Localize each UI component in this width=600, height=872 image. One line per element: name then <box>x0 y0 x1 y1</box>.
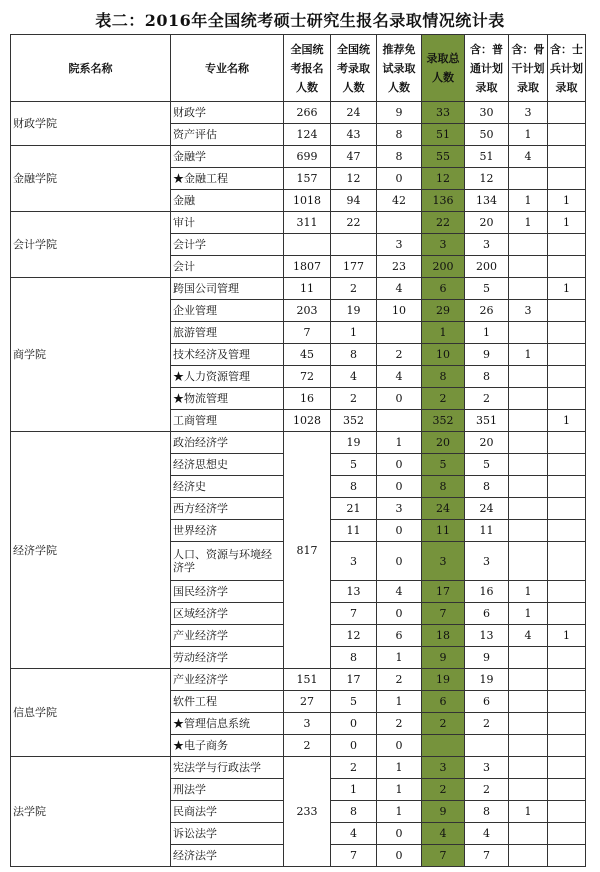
soldier-cell <box>548 757 586 779</box>
soldier-cell <box>548 845 586 867</box>
applied-cell: 311 <box>284 212 331 234</box>
major-cell: 技术经济及管理 <box>171 344 284 366</box>
major-cell: 财政学 <box>171 102 284 124</box>
recommended-cell: 4 <box>377 278 422 300</box>
soldier-cell <box>548 647 586 669</box>
recommended-cell: 3 <box>377 498 422 520</box>
soldier-cell <box>548 498 586 520</box>
major-cell: 诉讼法学 <box>171 823 284 845</box>
soldier-cell <box>548 779 586 801</box>
soldier-cell <box>548 520 586 542</box>
recommended-cell: 1 <box>377 432 422 454</box>
major-cell: 会计学 <box>171 234 284 256</box>
backbone-cell <box>509 278 548 300</box>
dept-cell: 信息学院 <box>11 669 171 757</box>
major-cell: 产业经济学 <box>171 625 284 647</box>
total-cell: 200 <box>422 256 465 278</box>
backbone-cell: 4 <box>509 625 548 647</box>
major-cell: ★金融工程 <box>171 168 284 190</box>
soldier-cell <box>548 603 586 625</box>
regular-cell: 51 <box>465 146 509 168</box>
total-cell: 8 <box>422 366 465 388</box>
total-cell: 136 <box>422 190 465 212</box>
regular-cell: 26 <box>465 300 509 322</box>
total-cell: 6 <box>422 691 465 713</box>
major-cell: 金融 <box>171 190 284 212</box>
total-cell: 10 <box>422 344 465 366</box>
backbone-cell: 1 <box>509 801 548 823</box>
backbone-cell: 4 <box>509 146 548 168</box>
recommended-cell: 0 <box>377 454 422 476</box>
header-total: 录取总人数 <box>422 35 465 102</box>
exam-admitted-cell: 5 <box>331 454 377 476</box>
soldier-cell <box>548 300 586 322</box>
total-cell: 5 <box>422 454 465 476</box>
total-cell: 7 <box>422 603 465 625</box>
exam-admitted-cell: 177 <box>331 256 377 278</box>
applied-cell: 16 <box>284 388 331 410</box>
soldier-cell: 1 <box>548 625 586 647</box>
applied-cell: 45 <box>284 344 331 366</box>
recommended-cell <box>377 322 422 344</box>
applied-cell: 203 <box>284 300 331 322</box>
recommended-cell: 1 <box>377 691 422 713</box>
regular-cell: 20 <box>465 432 509 454</box>
soldier-cell: 1 <box>548 410 586 432</box>
soldier-cell <box>548 432 586 454</box>
soldier-cell <box>548 823 586 845</box>
exam-admitted-cell: 0 <box>331 735 377 757</box>
soldier-cell <box>548 388 586 410</box>
applied-cell: 27 <box>284 691 331 713</box>
major-cell: 会计 <box>171 256 284 278</box>
exam-admitted-cell: 0 <box>331 713 377 735</box>
exam-admitted-cell: 8 <box>331 801 377 823</box>
applied-cell: 2 <box>284 735 331 757</box>
exam-admitted-cell: 94 <box>331 190 377 212</box>
total-cell: 11 <box>422 520 465 542</box>
soldier-cell <box>548 713 586 735</box>
header-backbone: 含：骨干计划录取 <box>509 35 548 102</box>
backbone-cell <box>509 520 548 542</box>
soldier-cell <box>548 691 586 713</box>
backbone-cell <box>509 823 548 845</box>
exam-admitted-cell: 12 <box>331 168 377 190</box>
exam-admitted-cell: 352 <box>331 410 377 432</box>
total-cell: 2 <box>422 713 465 735</box>
regular-cell: 19 <box>465 669 509 691</box>
total-cell: 352 <box>422 410 465 432</box>
recommended-cell: 0 <box>377 476 422 498</box>
regular-cell: 5 <box>465 278 509 300</box>
major-cell: 软件工程 <box>171 691 284 713</box>
total-cell: 1 <box>422 322 465 344</box>
backbone-cell: 1 <box>509 124 548 146</box>
backbone-cell <box>509 410 548 432</box>
exam-admitted-cell: 13 <box>331 581 377 603</box>
exam-admitted-cell: 12 <box>331 625 377 647</box>
soldier-cell <box>548 146 586 168</box>
backbone-cell: 3 <box>509 102 548 124</box>
total-cell <box>422 735 465 757</box>
recommended-cell: 10 <box>377 300 422 322</box>
soldier-cell <box>548 801 586 823</box>
total-cell: 24 <box>422 498 465 520</box>
regular-cell: 351 <box>465 410 509 432</box>
soldier-cell: 1 <box>548 212 586 234</box>
recommended-cell: 6 <box>377 625 422 647</box>
major-cell: 审计 <box>171 212 284 234</box>
applied-cell: 72 <box>284 366 331 388</box>
regular-cell: 4 <box>465 823 509 845</box>
backbone-cell <box>509 388 548 410</box>
soldier-cell <box>548 124 586 146</box>
backbone-cell <box>509 845 548 867</box>
major-cell: 旅游管理 <box>171 322 284 344</box>
total-cell: 9 <box>422 647 465 669</box>
soldier-cell <box>548 454 586 476</box>
backbone-cell: 1 <box>509 603 548 625</box>
total-cell: 17 <box>422 581 465 603</box>
recommended-cell: 3 <box>377 234 422 256</box>
table-row <box>11 669 586 691</box>
backbone-cell <box>509 735 548 757</box>
total-cell: 51 <box>422 124 465 146</box>
header-dept: 院系名称 <box>11 35 171 102</box>
applied-cell: 1807 <box>284 256 331 278</box>
exam-admitted-cell: 19 <box>331 432 377 454</box>
header-regular: 含：普通计划录取 <box>465 35 509 102</box>
regular-cell: 13 <box>465 625 509 647</box>
applied-cell: 157 <box>284 168 331 190</box>
regular-cell: 16 <box>465 581 509 603</box>
recommended-cell: 9 <box>377 102 422 124</box>
exam-admitted-cell: 4 <box>331 823 377 845</box>
major-cell: 民商法学 <box>171 801 284 823</box>
regular-cell: 2 <box>465 779 509 801</box>
major-cell: 人口、资源与环境经济学 <box>171 542 284 581</box>
major-cell: 企业管理 <box>171 300 284 322</box>
applied-cell: 7 <box>284 322 331 344</box>
regular-cell: 8 <box>465 476 509 498</box>
regular-cell: 134 <box>465 190 509 212</box>
recommended-cell: 4 <box>377 366 422 388</box>
recommended-cell <box>377 212 422 234</box>
recommended-cell: 23 <box>377 256 422 278</box>
recommended-cell: 8 <box>377 124 422 146</box>
dept-cell: 商学院 <box>11 278 171 432</box>
soldier-cell <box>548 542 586 581</box>
header-recommended: 推荐免试录取人数 <box>377 35 422 102</box>
major-cell: ★管理信息系统 <box>171 713 284 735</box>
backbone-cell <box>509 366 548 388</box>
soldier-cell <box>548 366 586 388</box>
recommended-cell: 0 <box>377 845 422 867</box>
table-row <box>11 146 586 168</box>
exam-admitted-cell: 43 <box>331 124 377 146</box>
major-cell: ★电子商务 <box>171 735 284 757</box>
backbone-cell <box>509 779 548 801</box>
dept-cell: 会计学院 <box>11 212 171 278</box>
total-cell: 7 <box>422 845 465 867</box>
applied-cell: 1028 <box>284 410 331 432</box>
total-cell: 6 <box>422 278 465 300</box>
backbone-cell <box>509 757 548 779</box>
major-cell: 金融学 <box>171 146 284 168</box>
backbone-cell: 3 <box>509 300 548 322</box>
backbone-cell <box>509 168 548 190</box>
regular-cell: 200 <box>465 256 509 278</box>
soldier-cell <box>548 344 586 366</box>
exam-admitted-cell <box>331 234 377 256</box>
regular-cell <box>465 735 509 757</box>
backbone-cell: 1 <box>509 212 548 234</box>
recommended-cell: 42 <box>377 190 422 212</box>
table-row <box>11 757 586 779</box>
applied-cell: 266 <box>284 102 331 124</box>
exam-admitted-cell: 22 <box>331 212 377 234</box>
regular-cell: 9 <box>465 647 509 669</box>
applied-cell: 3 <box>284 713 331 735</box>
header-admitted-exam: 全国统考录取人数 <box>331 35 377 102</box>
soldier-cell <box>548 102 586 124</box>
dept-cell: 法学院 <box>11 757 171 867</box>
backbone-cell <box>509 542 548 581</box>
recommended-cell: 1 <box>377 647 422 669</box>
total-cell: 3 <box>422 542 465 581</box>
regular-cell: 2 <box>465 388 509 410</box>
soldier-cell <box>548 735 586 757</box>
backbone-cell <box>509 669 548 691</box>
regular-cell: 20 <box>465 212 509 234</box>
total-cell: 3 <box>422 757 465 779</box>
recommended-cell: 1 <box>377 779 422 801</box>
exam-admitted-cell: 24 <box>331 102 377 124</box>
backbone-cell <box>509 432 548 454</box>
backbone-cell <box>509 498 548 520</box>
table-body <box>11 102 586 867</box>
recommended-cell: 1 <box>377 801 422 823</box>
regular-cell: 12 <box>465 168 509 190</box>
regular-cell: 3 <box>465 234 509 256</box>
backbone-cell <box>509 322 548 344</box>
exam-admitted-cell: 11 <box>331 520 377 542</box>
applied-cell <box>284 234 331 256</box>
major-cell: 产业经济学 <box>171 669 284 691</box>
applied-cell: 151 <box>284 669 331 691</box>
soldier-cell <box>548 234 586 256</box>
recommended-cell: 8 <box>377 146 422 168</box>
regular-cell: 50 <box>465 124 509 146</box>
recommended-cell: 0 <box>377 542 422 581</box>
major-cell: 工商管理 <box>171 410 284 432</box>
recommended-cell: 0 <box>377 603 422 625</box>
exam-admitted-cell: 7 <box>331 845 377 867</box>
exam-admitted-cell: 1 <box>331 322 377 344</box>
stats-table <box>10 34 586 867</box>
regular-cell: 1 <box>465 322 509 344</box>
total-cell: 33 <box>422 102 465 124</box>
dept-cell: 财政学院 <box>11 102 171 146</box>
exam-admitted-cell: 4 <box>331 366 377 388</box>
total-cell: 8 <box>422 476 465 498</box>
major-cell: 资产评估 <box>171 124 284 146</box>
recommended-cell: 2 <box>377 669 422 691</box>
dept-cell: 金融学院 <box>11 146 171 212</box>
regular-cell: 7 <box>465 845 509 867</box>
backbone-cell <box>509 454 548 476</box>
major-cell: 劳动经济学 <box>171 647 284 669</box>
exam-admitted-cell: 5 <box>331 691 377 713</box>
soldier-cell: 1 <box>548 190 586 212</box>
major-cell: 政治经济学 <box>171 432 284 454</box>
applied-cell: 699 <box>284 146 331 168</box>
regular-cell: 24 <box>465 498 509 520</box>
exam-admitted-cell: 8 <box>331 476 377 498</box>
backbone-cell: 1 <box>509 190 548 212</box>
backbone-cell <box>509 256 548 278</box>
page-title: 表二：2016年全国统考硕士研究生报名录取情况统计表 <box>95 11 505 30</box>
regular-cell: 2 <box>465 713 509 735</box>
regular-cell: 6 <box>465 603 509 625</box>
exam-admitted-cell: 2 <box>331 388 377 410</box>
regular-cell: 8 <box>465 366 509 388</box>
exam-admitted-cell: 2 <box>331 278 377 300</box>
header-major: 专业名称 <box>171 35 284 102</box>
backbone-cell <box>509 647 548 669</box>
exam-admitted-cell: 8 <box>331 647 377 669</box>
header-row <box>11 35 586 102</box>
total-cell: 9 <box>422 801 465 823</box>
header-applied: 全国统考报名人数 <box>284 35 331 102</box>
major-cell: 跨国公司管理 <box>171 278 284 300</box>
table-row <box>11 102 586 124</box>
table-row <box>11 432 586 454</box>
backbone-cell <box>509 713 548 735</box>
total-cell: 12 <box>422 168 465 190</box>
backbone-cell: 1 <box>509 344 548 366</box>
regular-cell: 6 <box>465 691 509 713</box>
major-cell: 世界经济 <box>171 520 284 542</box>
total-cell: 19 <box>422 669 465 691</box>
applied-cell: 817 <box>284 432 331 669</box>
total-cell: 22 <box>422 212 465 234</box>
recommended-cell <box>377 410 422 432</box>
soldier-cell: 1 <box>548 278 586 300</box>
soldier-cell <box>548 669 586 691</box>
table-row <box>11 212 586 234</box>
exam-admitted-cell: 47 <box>331 146 377 168</box>
regular-cell: 3 <box>465 757 509 779</box>
major-cell: 区域经济学 <box>171 603 284 625</box>
backbone-cell <box>509 234 548 256</box>
exam-admitted-cell: 8 <box>331 344 377 366</box>
dept-cell: 经济学院 <box>11 432 171 669</box>
recommended-cell: 1 <box>377 757 422 779</box>
exam-admitted-cell: 1 <box>331 779 377 801</box>
total-cell: 18 <box>422 625 465 647</box>
applied-cell: 124 <box>284 124 331 146</box>
soldier-cell <box>548 168 586 190</box>
major-cell: 经济思想史 <box>171 454 284 476</box>
table-row <box>11 278 586 300</box>
applied-cell: 1018 <box>284 190 331 212</box>
header-soldier: 含：士兵计划录取 <box>548 35 586 102</box>
recommended-cell: 0 <box>377 388 422 410</box>
regular-cell: 8 <box>465 801 509 823</box>
total-cell: 20 <box>422 432 465 454</box>
major-cell: 经济史 <box>171 476 284 498</box>
backbone-cell <box>509 691 548 713</box>
soldier-cell <box>548 256 586 278</box>
recommended-cell: 0 <box>377 823 422 845</box>
recommended-cell: 2 <box>377 713 422 735</box>
regular-cell: 3 <box>465 542 509 581</box>
recommended-cell: 0 <box>377 168 422 190</box>
exam-admitted-cell: 19 <box>331 300 377 322</box>
exam-admitted-cell: 2 <box>331 757 377 779</box>
exam-admitted-cell: 17 <box>331 669 377 691</box>
recommended-cell: 0 <box>377 520 422 542</box>
soldier-cell <box>548 581 586 603</box>
major-cell: 国民经济学 <box>171 581 284 603</box>
total-cell: 4 <box>422 823 465 845</box>
major-cell: ★人力资源管理 <box>171 366 284 388</box>
total-cell: 3 <box>422 234 465 256</box>
exam-admitted-cell: 7 <box>331 603 377 625</box>
total-cell: 29 <box>422 300 465 322</box>
regular-cell: 9 <box>465 344 509 366</box>
total-cell: 55 <box>422 146 465 168</box>
applied-cell: 233 <box>284 757 331 867</box>
major-cell: 宪法学与行政法学 <box>171 757 284 779</box>
backbone-cell: 1 <box>509 581 548 603</box>
recommended-cell: 2 <box>377 344 422 366</box>
soldier-cell <box>548 322 586 344</box>
exam-admitted-cell: 3 <box>331 542 377 581</box>
regular-cell: 11 <box>465 520 509 542</box>
regular-cell: 5 <box>465 454 509 476</box>
applied-cell: 11 <box>284 278 331 300</box>
total-cell: 2 <box>422 779 465 801</box>
major-cell: 刑法学 <box>171 779 284 801</box>
backbone-cell <box>509 476 548 498</box>
major-cell: 西方经济学 <box>171 498 284 520</box>
recommended-cell: 4 <box>377 581 422 603</box>
major-cell: 经济法学 <box>171 845 284 867</box>
total-cell: 2 <box>422 388 465 410</box>
major-cell: ★物流管理 <box>171 388 284 410</box>
regular-cell: 30 <box>465 102 509 124</box>
exam-admitted-cell: 21 <box>331 498 377 520</box>
soldier-cell <box>548 476 586 498</box>
recommended-cell: 0 <box>377 735 422 757</box>
